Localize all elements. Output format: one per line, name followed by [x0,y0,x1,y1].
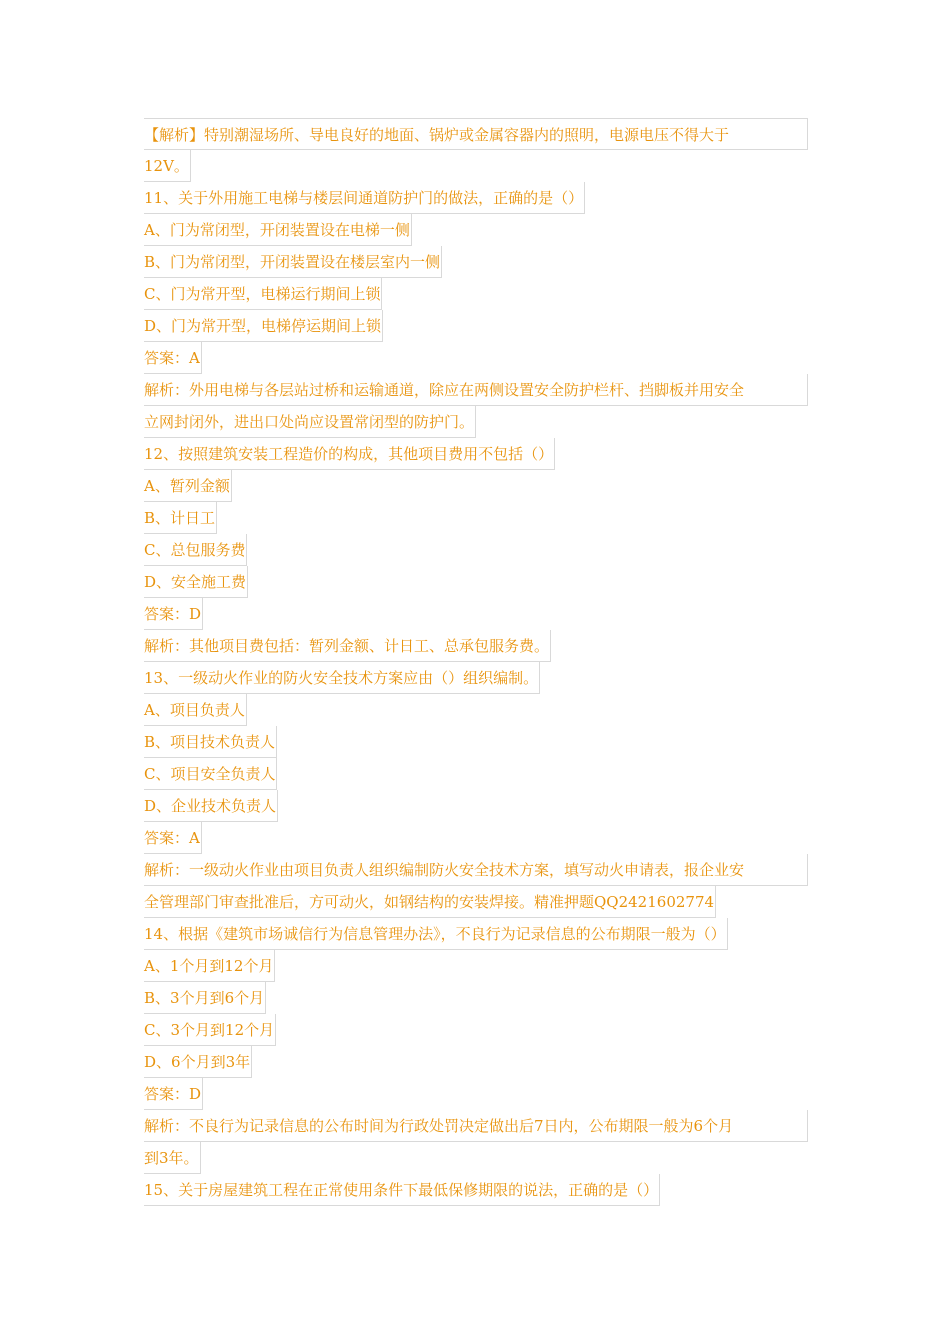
option-c: C、门为常开型，电梯运行期间上锁 [144,278,382,310]
explanation-text: 解析：一级动火作业由项目负责人组织编制防火安全技术方案，填写动火申请表，报企业安 [144,854,808,886]
question-text: 14、根据《建筑市场诚信行为信息管理办法》，不良行为记录信息的公布期限一般为（） [144,918,728,950]
question-text: 12、按照建筑安装工程造价的构成，其他项目费用不包括（） [144,438,555,470]
option-d: D、6个月到3年 [144,1046,252,1078]
answer-text: 答案：D [144,598,203,630]
question-text: 15、关于房屋建筑工程在正常使用条件下最低保修期限的说法，正确的是（） [144,1174,660,1206]
explanation-text: 解析：其他项目费包括：暂列金额、计日工、总承包服务费。 [144,630,551,662]
answer-text: 答案：A [144,342,202,374]
option-a: A、暂列金额 [144,470,232,502]
question-text: 13、一级动火作业的防火安全技术方案应由（）组织编制。 [144,662,540,694]
option-d: D、门为常开型，电梯停运期间上锁 [144,310,383,342]
text-line: 12V。 [144,150,191,182]
explanation-text: 立网封闭外，进出口处尚应设置常闭型的防护门。 [144,406,476,438]
question-text: 11、关于外用施工电梯与楼层间通道防护门的做法，正确的是（） [144,182,585,214]
explanation-text: 到3年。 [144,1142,201,1174]
option-c: C、3个月到12个月 [144,1014,276,1046]
answer-text: 答案：A [144,822,202,854]
answer-text: 答案：D [144,1078,203,1110]
explanation-text: 全管理部门审查批准后，方可动火，如钢结构的安装焊接。精准押题QQ2421602774 [144,886,716,918]
explanation-text: 解析：外用电梯与各层站过桥和运输通道，除应在两侧设置安全防护栏杆、挡脚板并用安全 [144,374,808,406]
option-b: B、3个月到6个月 [144,982,266,1014]
option-b: B、门为常闭型，开闭装置设在楼层室内一侧 [144,246,442,278]
option-b: B、项目技术负责人 [144,726,277,758]
option-c: C、项目安全负责人 [144,758,277,790]
document-body [144,118,808,1206]
option-a: A、项目负责人 [144,694,247,726]
option-b: B、计日工 [144,502,217,534]
option-d: D、企业技术负责人 [144,790,278,822]
option-a: A、1个月到12个月 [144,950,275,982]
option-c: C、总包服务费 [144,534,247,566]
option-d: D、安全施工费 [144,566,248,598]
explanation-text: 解析：不良行为记录信息的公布时间为行政处罚决定做出后7日内，公布期限一般为6个月 [144,1110,808,1142]
option-a: A、门为常闭型，开闭装置设在电梯一侧 [144,214,412,246]
text-line: 【解析】特别潮湿场所、导电良好的地面、锅炉或金属容器内的照明，电源电压不得大于 [144,118,808,150]
